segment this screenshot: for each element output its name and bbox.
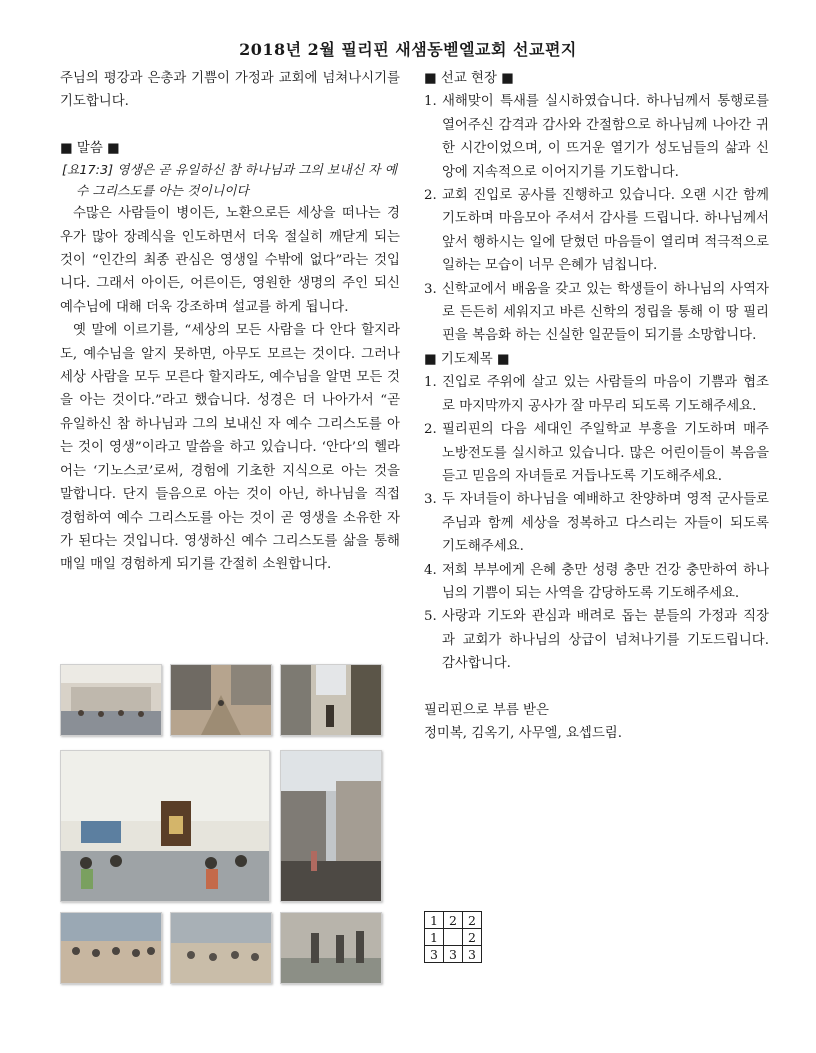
verse-quote: [60, 160, 400, 202]
word-heading: ■ 말씀 ■: [60, 140, 120, 156]
photo-church-gathering: [60, 664, 162, 736]
greeting: 주님의 평강과 은총과 기쁨이 가정과 교회에 넘쳐나시기를 기도합니다.: [60, 71, 400, 110]
grid-cell: 2: [463, 912, 482, 929]
photo-children-ministry-1: [60, 912, 162, 984]
grid-cell: 2: [444, 912, 463, 929]
number-grid: [424, 911, 482, 963]
word-paragraph-2: 옛 말에 이르기를, “세상의 모든 사람을 다 안다 할지라도, 예수님을 알지 못하면, 아무도 모르는 것이다. 그러나 세상 사람을 모두 모른다 할지라도, 예수님을 알면 모든 것을 아는 것이다.”라고 했습니다. 성경은 더 나아가서 “곧 유일하신 참 하나님과 그의 보내신 자 예수 그리스도를 아는 것이 영생”이라고 말씀을 하고 있습니다. ‘안다’의 헬라어는 ‘기노스코’로써, 경험에 기초한 지식으로 아는 것을 말합니다. 단지 들음으로 아는 것이 아닌, 하나님을 직접 경험하여 예수 그리스도를 아는 것이 곧 영생을 소유한 자가 된다는 것입니다. 영생하신 예수 그리스도를 삶을 통해 매일 매일 경험하게 되기를 간절히 소원합니다.: [60, 323, 400, 573]
mission-heading: ■ 선교 현장 ■: [424, 71, 514, 86]
prayer-list: [424, 371, 769, 675]
signature-line-1: 필리핀으로 부름 받은: [424, 702, 549, 718]
grid-cell: 1: [425, 912, 444, 929]
photo-neighborhood-houses: [280, 750, 382, 902]
list-item: 5. 사랑과 기도와 관심과 배려로 돕는 분들의 가정과 직장과 교회가 하나님의 상급이 넘쳐나기를 기도드립니다. 감사합니다.: [424, 609, 769, 672]
photo-street-view: [280, 664, 382, 736]
mission-list: [424, 90, 769, 347]
signature-line-2: 정미복, 김옥기, 사무엘, 요셉드림.: [424, 725, 622, 741]
right-column: [424, 67, 769, 745]
photo-street-evangelism: [280, 912, 382, 984]
list-item: 1. 진입로 주위에 살고 있는 사람들의 마음이 기쁨과 협조로 마지막까지 공사가 잘 마무리 되도록 기도해주세요.: [424, 375, 769, 414]
verse-line-1: [요17:3] 영생은 곧 유일하신 참 하나님과 그의 보내신 자 예: [62, 163, 397, 179]
grid-cell: 1: [425, 929, 444, 946]
grid-cell: [444, 929, 463, 946]
verse-line-2: 수 그리스도를 아는 것이니이다: [76, 184, 249, 200]
word-paragraph-1: 수많은 사람들이 병이든, 노환으로든 세상을 떠나는 경우가 많아 장례식을 인도하면서 더욱 절실히 깨닫게 되는 것이 “인간의 최종 관심은 영생일 수밖에 없다”라는 것입니다. 그래서 아이든, 어른이든, 영원한 생명의 주인 되신 예수님에 대해 더욱 강조하며 설교를 하게 됩니다.: [60, 206, 400, 315]
photo-children-ministry-2: [170, 912, 272, 984]
photo-road-construction: [170, 664, 272, 736]
grid-cell: 3: [444, 946, 463, 963]
photo-worship-service: [60, 750, 270, 902]
list-item: 3. 신학교에서 배움을 갖고 있는 학생들이 하나님의 사역자로 든든히 세워지고 바른 신학의 정립을 통해 이 땅 필리핀을 복음화 하는 신실한 일꾼들이 되기를 소망합니다.: [424, 281, 769, 344]
left-column: [60, 67, 400, 577]
list-item: 1. 새해맞이 특새를 실시하였습니다. 하나님께서 통행로를 열어주신 감격과 감사와 간절함으로 하나님께 나아간 귀한 시간이었으며, 이 뜨거운 열기가 성도님들의 삶과 신앙에 지속적으로 이어지기를 기도합니다.: [424, 94, 769, 180]
grid-cell: 2: [463, 929, 482, 946]
list-item: 4. 저희 부부에게 은혜 충만 성령 충만 건강 충만하여 하나님의 기쁨이 되는 사역을 감당하도록 기도해주세요.: [424, 562, 769, 601]
grid-cell: 3: [425, 946, 444, 963]
photo-collage: [60, 664, 382, 984]
page-title: 2018년 2월 필리핀 새샘동벧엘교회 선교편지: [239, 40, 577, 59]
list-item: 2. 필리핀의 다음 세대인 주일학교 부흥을 기도하며 매주 노방전도를 실시하고 있습니다. 많은 어린이들이 복음을 듣고 믿음의 자녀들로 거듭나도록 기도해주세요.: [424, 422, 769, 484]
list-item: 3. 두 자녀들이 하나님을 예배하고 찬양하며 영적 군사들로 주님과 함께 세상을 정복하고 다스리는 자들이 되도록 기도해주세요.: [424, 492, 769, 555]
list-item: 2. 교회 진입로 공사를 진행하고 있습니다. 오랜 시간 함께 기도하며 마음모아 주셔서 감사를 드립니다. 하나님께서 앞서 행하시는 일에 닫혔던 마음들이 열리며 적극적으로 일하는 모습이 너무 은혜가 넘칩니다.: [424, 188, 769, 274]
prayer-heading: ■ 기도제목 ■: [424, 351, 510, 367]
grid-cell: 3: [463, 946, 482, 963]
